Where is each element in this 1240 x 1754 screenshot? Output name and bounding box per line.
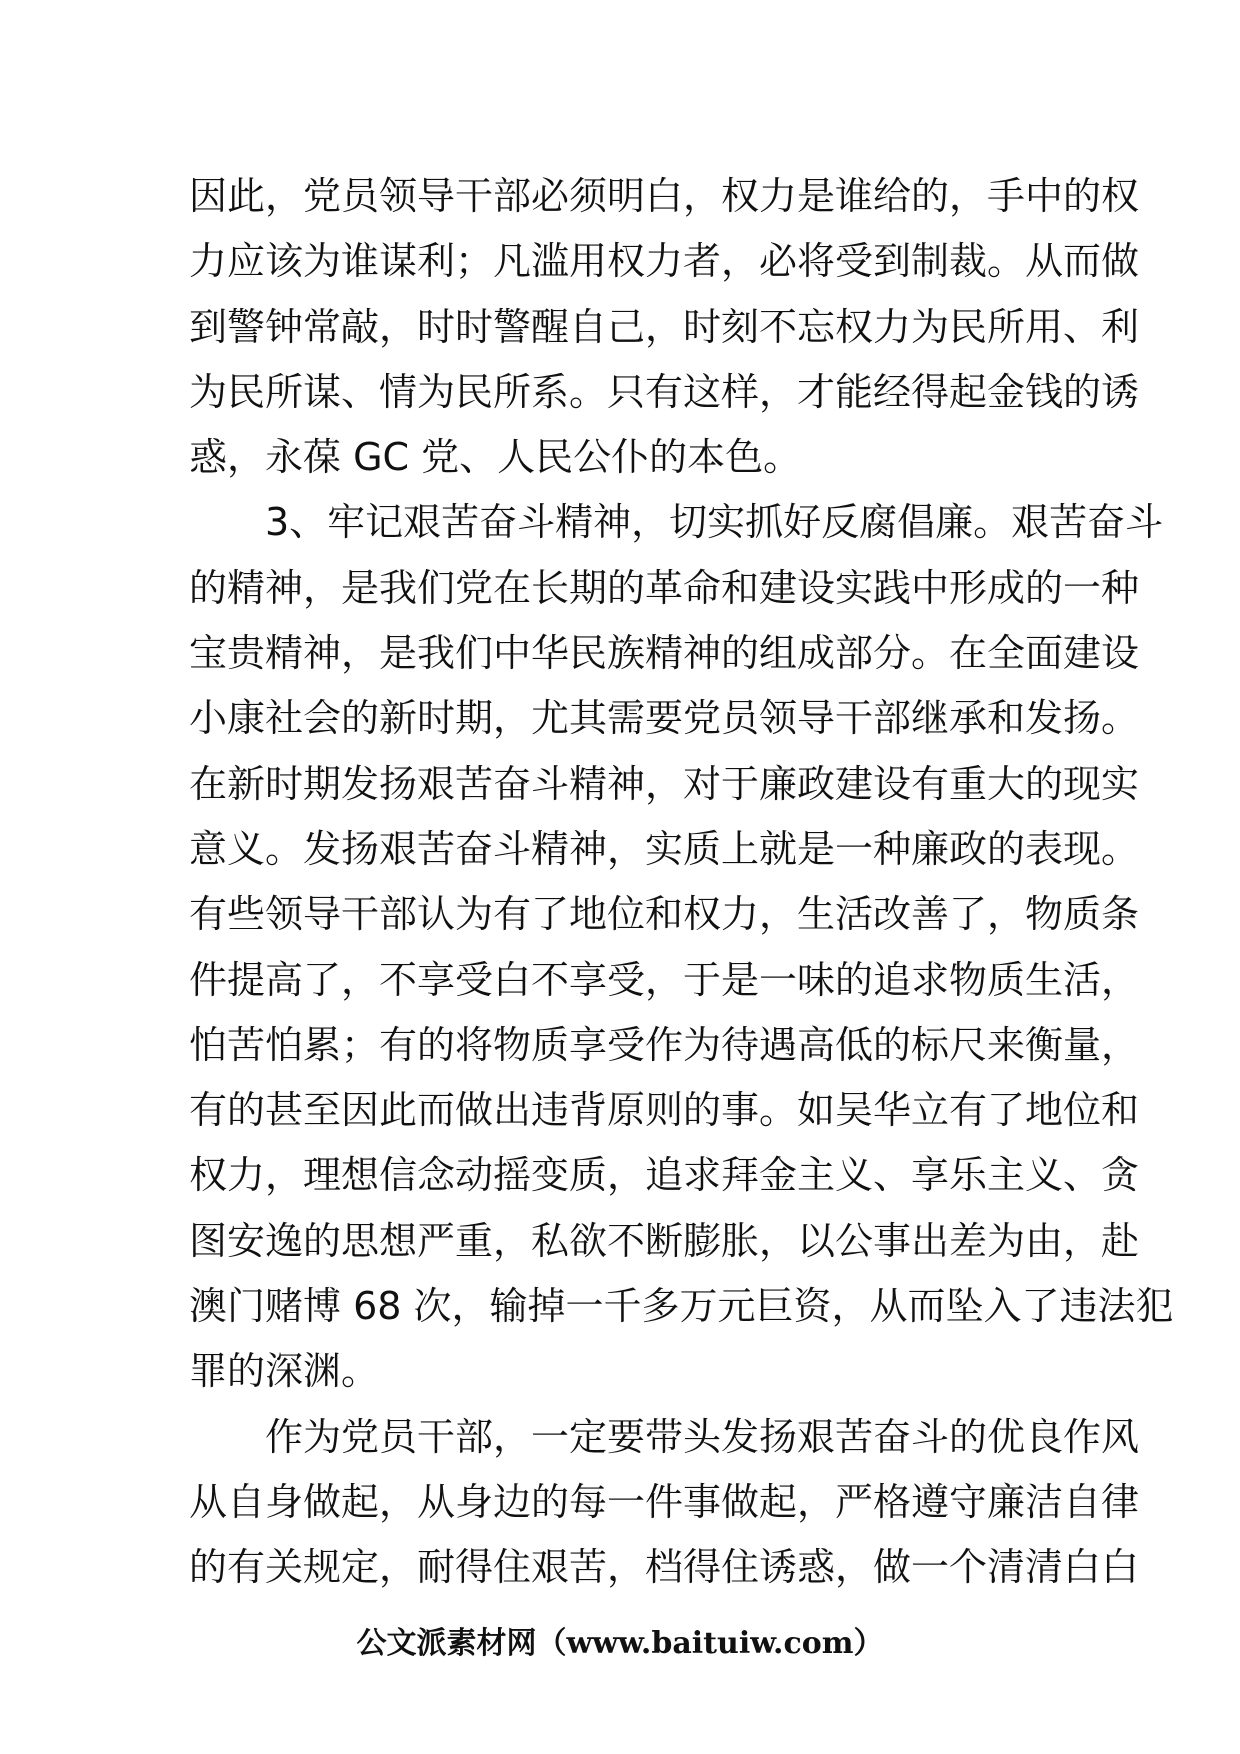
text-line: 3、牢记艰苦奋斗精神，切实抓好反腐倡廉。艰苦奋斗 [265, 500, 1164, 545]
text-line: 澳门赌博 68 次，输掉一千多万元巨资，从而坠入了违法犯 [189, 1284, 1174, 1329]
text-line: 宝贵精神，是我们中华民族精神的组成部分。在全面建设 [189, 631, 1140, 676]
text-line: 力应该为谁谋利；凡滥用权力者，必将受到制裁。从而做 [189, 239, 1140, 284]
text-line: 权力，理想信念动摇变质，追求拜金主义、享乐主义、贪 [189, 1153, 1140, 1198]
text-line: 图安逸的思想严重，私欲不断膨胀，以公事出差为由，赴 [189, 1218, 1140, 1263]
text-line: 意义。发扬艰苦奋斗精神，实质上就是一种廉政的表现。 [189, 826, 1140, 871]
text-line: 的精神，是我们党在长期的革命和建设实践中形成的一种 [189, 565, 1140, 610]
text-line: 件提高了，不享受白不享受，于是一味的追求物质生活， [189, 957, 1140, 1002]
text-line: 惑，永葆 GC 党、人民公仆的本色。 [189, 435, 802, 480]
text-line: 作为党员干部，一定要带头发扬艰苦奋斗的优良作风 [265, 1414, 1140, 1459]
text-line: 的有关规定，耐得住艰苦，档得住诱惑，做一个清清白白 [189, 1545, 1140, 1590]
text-line: 有些领导干部认为有了地位和权力，生活改善了，物质条 [189, 892, 1140, 937]
text-line: 在新时期发扬艰苦奋斗精神，对于廉政建设有重大的现实 [189, 761, 1140, 806]
text-line: 罪的深渊。 [189, 1349, 380, 1394]
text-line: 小康社会的新时期，尤其需要党员领导干部继承和发扬。 [189, 696, 1140, 741]
body-text [189, 164, 1174, 1601]
text-line: 因此，党员领导干部必须明白，权力是谁给的，手中的权 [189, 174, 1140, 218]
text-line: 从自身做起，从身边的每一件事做起，严格遵守廉洁自律 [189, 1479, 1140, 1524]
text-line: 到警钟常敲，时时警醒自己，时刻不忘权力为民所用、利 [189, 304, 1140, 349]
text-line: 为民所谋、情为民所系。只有这样，才能经得起金钱的诱 [189, 369, 1140, 414]
text-line: 怕苦怕累；有的将物质享受作为待遇高低的标尺来衡量， [189, 1022, 1140, 1067]
footer-watermark: 公文派素材网（www.baituiw.com） [356, 1626, 884, 1661]
text-line: 有的甚至因此而做出违背原则的事。如吴华立有了地位和 [189, 1088, 1140, 1133]
